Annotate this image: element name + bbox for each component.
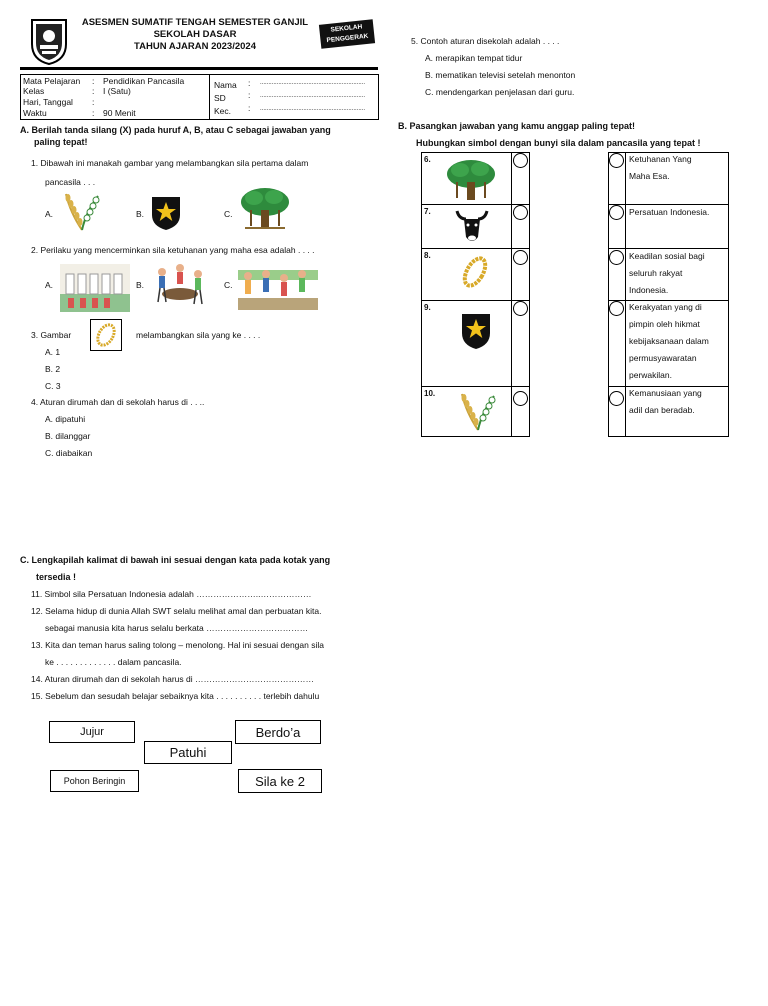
colon: : [248, 103, 251, 113]
q3-chain-frame [90, 319, 122, 351]
q1-option-a[interactable]: A. [45, 209, 54, 219]
question-4: 4. Aturan dirumah dan di sekolah harus di . . .. [31, 397, 205, 407]
kec-field[interactable]: ............................................................... [260, 106, 366, 112]
time-value: 90 Menit [103, 108, 136, 118]
rice-cotton-icon [456, 390, 500, 434]
subject-value: Pendidikan Pancasila [103, 76, 185, 86]
item-number-8: 8. [424, 251, 431, 260]
symbol-column-divider [511, 152, 512, 437]
people-praying-image [60, 264, 130, 312]
question-3: 3. Gambar [31, 330, 72, 340]
q4-option-c[interactable]: C. diabaikan [45, 448, 93, 458]
header-rule [20, 67, 378, 70]
shield-star-icon [460, 312, 492, 350]
q3-option-c[interactable]: C. 3 [45, 381, 61, 391]
class-label: Kelas [23, 86, 45, 96]
answer-sila-2: Kemanusiaan yang adil dan beradab. [629, 388, 702, 415]
question-1-cont: pancasila . . . [45, 177, 96, 187]
info-divider [209, 74, 210, 120]
question-13: 13. Kita dan teman harus saling tolong – menolong. Hal ini sesuai dengan sila [31, 640, 324, 650]
sd-field[interactable]: ............................................................... [260, 93, 366, 99]
item-number-9: 9. [424, 303, 431, 312]
class-value: I (Satu) [103, 86, 131, 96]
q4-option-a[interactable]: A. dipatuhi [45, 414, 86, 424]
item-number-7: 7. [424, 207, 431, 216]
q3-option-b[interactable]: B. 2 [45, 364, 61, 374]
colon: : [92, 76, 95, 86]
section-c-heading: C. Lengkapilah kalimat di bawah ini sesuai dengan kata pada kotak yang [20, 555, 331, 565]
match-dot-left-6[interactable] [513, 153, 528, 168]
colon: : [248, 90, 251, 100]
colon: : [92, 86, 95, 96]
match-dot-left-9[interactable] [513, 301, 528, 316]
match-dot-left-7[interactable] [513, 205, 528, 220]
q1-option-c[interactable]: C. [224, 209, 233, 219]
question-5: 5. Contoh aturan disekolah adalah . . . . [411, 36, 560, 46]
question-12-cont: sebagai manusia kita harus selalu berkata ……………………………… [45, 623, 309, 633]
sd-label: SD [214, 93, 226, 103]
q2-option-c[interactable]: C. [224, 280, 233, 290]
match-dot-right-5[interactable] [609, 391, 624, 406]
word-box-sila-ke-2[interactable]: Sila ke 2 [238, 769, 322, 793]
question-13-cont: ke . . . . . . . . . . . . . dalam pancasila. [45, 657, 182, 667]
banyan-tree-icon [240, 186, 290, 230]
word-box-berdoa[interactable]: Berdo’a [235, 720, 321, 744]
q5-option-a[interactable]: A. merapikan tempat tidur [425, 53, 523, 63]
bull-head-icon [455, 207, 489, 247]
q2-option-b[interactable]: B. [136, 280, 145, 290]
section-c-heading-cont: tersedia ! [36, 572, 77, 582]
match-dot-right-3[interactable] [609, 250, 624, 265]
subject-label: Mata Pelajaran [23, 76, 81, 86]
q5-option-b[interactable]: B. mematikan televisi setelah menonton [425, 70, 576, 80]
q5-option-c[interactable]: C. mendengarkan penjelasan dari guru. [425, 87, 575, 97]
q3-option-a[interactable]: A. 1 [45, 347, 61, 357]
regency-crest-icon [28, 16, 70, 66]
match-dot-left-10[interactable] [513, 391, 528, 406]
day-label: Hari, Tanggal [23, 97, 73, 107]
question-3-cont: melambangkan sila yang ke . . . . [136, 330, 261, 340]
item-number-10: 10. [424, 389, 436, 398]
exam-title: ASESMEN SUMATIF TENGAH SEMESTER GANJIL [81, 17, 309, 28]
time-label: Waktu [23, 108, 47, 118]
children-playing-image [150, 262, 210, 312]
answer-column-divider [625, 152, 626, 437]
question-15: 15. Sebelum dan sesudah belajar sebaiknya kita . . . . . . . . . . terlebih dahulu [31, 691, 320, 701]
word-box-pohon-beringin[interactable]: Pohon Beringin [50, 770, 139, 792]
section-a-heading-cont: paling tepat! [34, 137, 88, 147]
q1-option-b[interactable]: B. [136, 209, 145, 219]
answer-sila-1: Ketuhanan Yang Maha Esa. [629, 154, 692, 181]
community-work-image [238, 262, 318, 310]
answer-sila-5: Keadilan sosial bagi seluruh rakyat Indonesia. [629, 251, 705, 295]
q2-option-a[interactable]: A. [45, 280, 54, 290]
question-2: 2. Perilaku yang mencerminkan sila ketuhanan yang maha esa adalah . . . . [31, 245, 315, 255]
section-a-heading: A. Berilah tanda silang (X) pada huruf A, B, atau C sebagai jawaban yang [20, 125, 331, 135]
name-field[interactable]: ............................................................... [260, 80, 366, 86]
q4-option-b[interactable]: B. dilanggar [45, 431, 91, 441]
word-box-jujur[interactable]: Jujur [49, 721, 135, 743]
rice-cotton-icon [60, 190, 104, 234]
section-b-subheading: Hubungkan simbol dengan bunyi sila dalam pancasila yang tepat ! [416, 138, 701, 148]
question-12: 12. Selama hidup di dunia Allah SWT selalu melihat amal dan perbuatan kita. [31, 606, 322, 616]
answer-sila-4: Kerakyatan yang di pimpin oleh hikmat kebijaksanaan dalam permusyawaratan perwakilan. [629, 302, 709, 380]
question-14: 14. Aturan dirumah dan di sekolah harus di …………………………………… [31, 674, 314, 684]
section-b-heading: B. Pasangkan jawaban yang kamu anggap paling tepat! [398, 121, 636, 131]
kec-label: Kec. [214, 106, 232, 116]
gold-chain-icon [457, 252, 493, 292]
colon: : [92, 97, 95, 107]
name-label: Nama [214, 80, 237, 90]
question-1: 1. Dibawah ini manakah gambar yang melambangkan sila pertama dalam [31, 158, 309, 168]
colon: : [248, 78, 251, 88]
school-level: SEKOLAH DASAR [153, 29, 237, 40]
match-dot-right-4[interactable] [609, 301, 624, 316]
answer-sila-3: Persatuan Indonesia. [629, 207, 710, 217]
academic-year: TAHUN AJARAN 2023/2024 [134, 41, 256, 52]
banyan-tree-icon [446, 158, 496, 202]
match-dot-right-1[interactable] [609, 153, 624, 168]
gold-chain-icon [91, 320, 121, 350]
match-dot-left-8[interactable] [513, 250, 528, 265]
item-number-6: 6. [424, 155, 431, 164]
word-box-patuhi[interactable]: Patuhi [144, 741, 232, 764]
sekolah-penggerak-logo: SEKOLAH PENGGERAK [319, 19, 375, 49]
shield-star-icon [150, 195, 182, 231]
question-11: 11. Simbol sila Persatuan Indonesia adalah …………………..……………… [31, 589, 312, 599]
match-dot-right-2[interactable] [609, 205, 624, 220]
colon: : [92, 108, 95, 118]
